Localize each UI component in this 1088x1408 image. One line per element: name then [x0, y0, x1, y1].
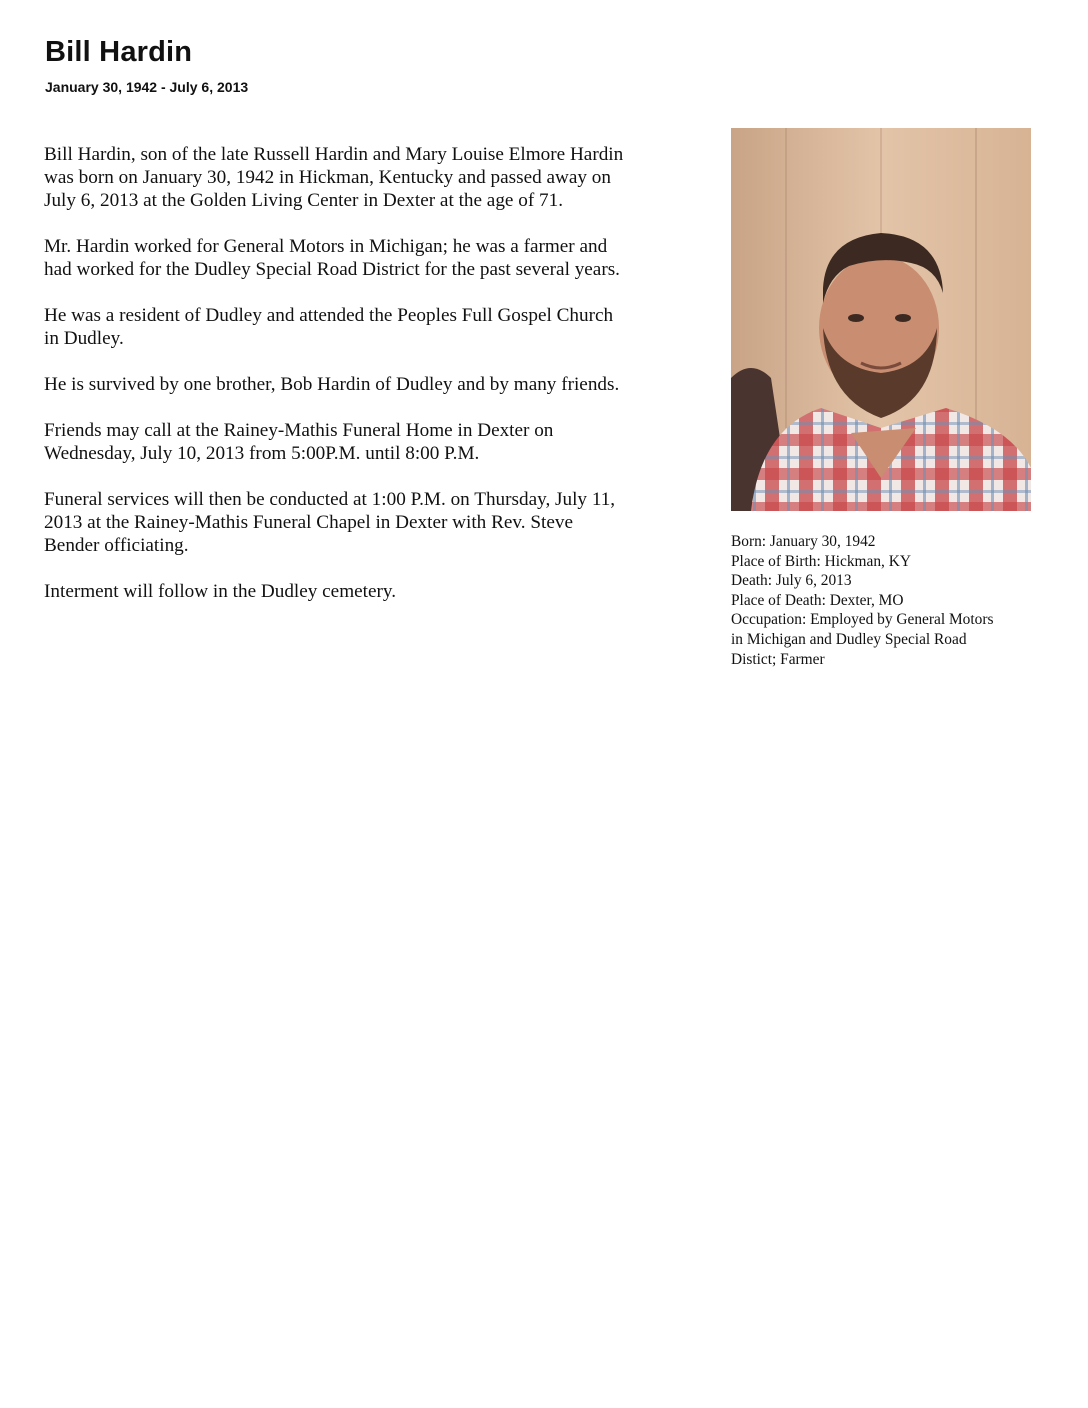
obituary-paragraph: Funeral services will then be conducted at 1:00 P.M. on Thursday, July 11, 2013 at the Rainey-Mathis Funeral Chapel in Dexter with Rev. Steve Bender officiating. — [44, 489, 616, 556]
portrait-illustration — [731, 128, 1031, 511]
occupation-fact: Occupation: Employed by General Motors in Michigan and Dudley Special Road Distict; Farmer — [731, 611, 994, 668]
obituary-paragraph: Friends may call at the Rainey-Mathis Funeral Home in Dexter on Wednesday, July 10, 2013 from 5:00P.M. until 8:00 P.M. — [44, 420, 554, 464]
obituary-paragraph: He was a resident of Dudley and attended the Peoples Full Gospel Church in Dudley. — [44, 305, 614, 349]
obituary-text — [44, 143, 724, 626]
portrait-photo-icon — [731, 128, 1031, 511]
obituary-paragraph: Interment will follow in the Dudley cemetery. — [44, 581, 397, 602]
born-fact: Born: January 30, 1942 — [731, 533, 876, 550]
facts-sidebar — [731, 532, 1051, 669]
place-of-death-fact: Place of Death: Dexter, MO — [731, 591, 904, 609]
obituary-paragraph: Bill Hardin, son of the late Russell Hardin and Mary Louise Elmore Hardin was born on January 30, 1942 in Hickman, Kentucky and passed away on July 6, 2013 at the Golden Living Center in Dexter at the age of 71. — [44, 144, 624, 211]
obituary-paragraph: Mr. Hardin worked for General Motors in Michigan; he was a farmer and had worked for the Dudley Special Road District for the past several years. — [44, 236, 620, 280]
deceased-name: Bill Hardin — [45, 36, 193, 68]
death-fact: Death: July 6, 2013 — [731, 572, 852, 590]
obituary-paragraph: He is survived by one brother, Bob Hardin of Dudley and by many friends. — [44, 374, 620, 395]
life-dates: January 30, 1942 - July 6, 2013 — [45, 79, 249, 95]
place-of-birth-fact: Place of Birth: Hickman, KY — [731, 552, 911, 570]
